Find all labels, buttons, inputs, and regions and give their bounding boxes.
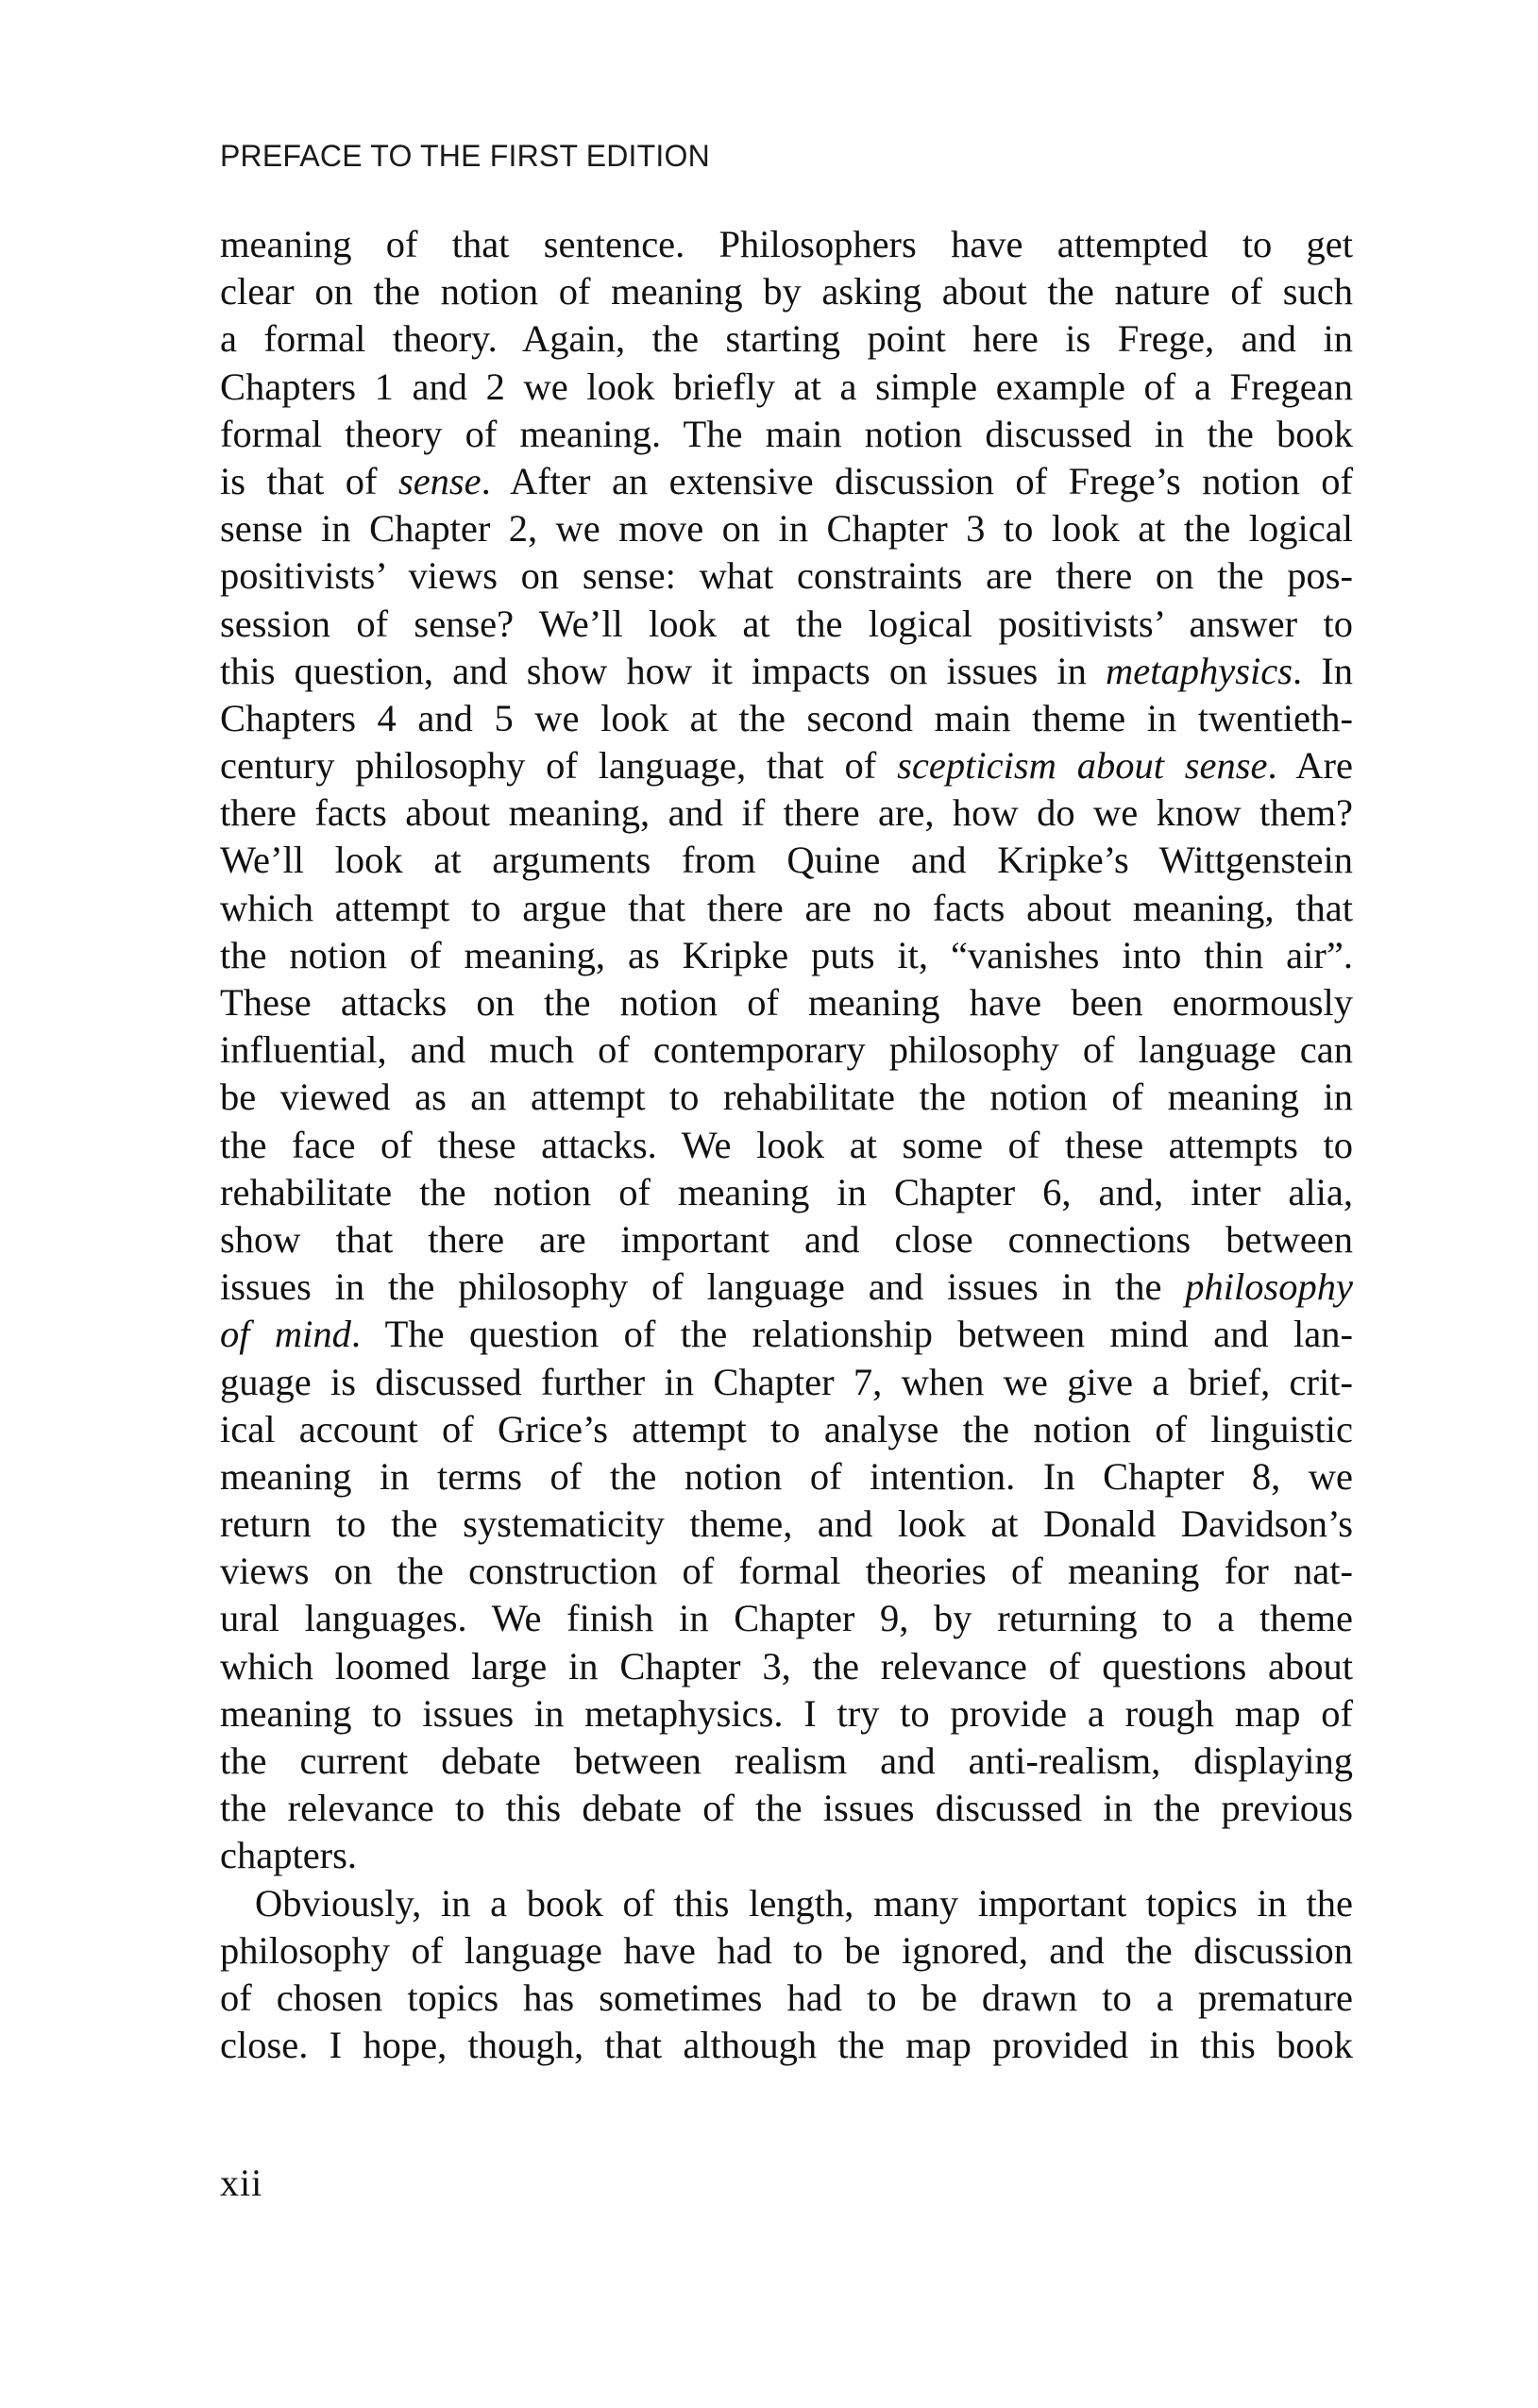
italic-term: of mind <box>220 1313 351 1356</box>
text-line: We’ll look at arguments from Quine and Kripke’s Wittgenstein <box>220 839 1353 882</box>
text-line: guage is discussed further in Chapter 7, when we give a brief, crit- <box>220 1360 1353 1403</box>
text-run: this question, and show how it impacts on issues in <box>220 649 1107 692</box>
paragraph-1 <box>220 221 1353 1880</box>
page-number: xii <box>220 2162 263 2204</box>
italic-term: sense <box>397 459 482 502</box>
running-head: PREFACE TO THE FIRST EDITION <box>220 139 710 173</box>
text-run: . After an extensive discussion of Frege’s notion of <box>481 459 1353 502</box>
text-line: sense in Chapter 2, we move on in Chapter 3 to look at the logical <box>220 507 1353 551</box>
text-line: the notion of meaning, as Kripke puts it, “vanishes into thin air”. <box>220 933 1353 976</box>
text-line: rehabilitate the notion of meaning in Chapter 6, and, inter alia, <box>220 1170 1353 1213</box>
text-line: session of sense? We’ll look at the logical positivists’ answer to <box>220 602 1353 645</box>
text-run: . The question of the relationship between mind and lan- <box>350 1313 1353 1356</box>
text-line: which loomed large in Chapter 3, the relevance of questions about <box>220 1644 1353 1687</box>
text-run: is that of <box>220 459 398 502</box>
text-line: chapters. <box>220 1834 358 1877</box>
text-line: These attacks on the notion of meaning have been enormously <box>220 981 1353 1024</box>
text-line: return to the systematicity theme, and look at Donald Davidson’s <box>220 1502 1353 1546</box>
text-line: show that there are important and close connections between <box>220 1217 1353 1261</box>
text-line: positivists’ views on sense: what constraints are there on the pos- <box>220 554 1353 598</box>
text-run: century philosophy of language, that of <box>220 744 898 788</box>
text-line <box>220 458 1353 505</box>
text-line <box>220 648 1353 695</box>
italic-term: philosophy <box>1185 1265 1353 1309</box>
text-line: there facts about meaning, and if there are, how do we know them? <box>220 791 1353 835</box>
text-line: ural languages. We finish in Chapter 9, by returning to a theme <box>220 1597 1353 1640</box>
text-line: formal theory of meaning. The main notion discussed in the book <box>220 412 1353 455</box>
text-line: influential, and much of contemporary philosophy of language can <box>220 1028 1353 1072</box>
text-line: Chapters 1 and 2 we look briefly at a simple example of a Fregean <box>220 365 1353 408</box>
text-line: Obviously, in a book of this length, many important topics in the <box>255 1881 1353 1925</box>
text-line: ical account of Grice’s attempt to analyse the notion of linguistic <box>220 1407 1353 1450</box>
text-line: clear on the notion of meaning by asking about the nature of such <box>220 270 1353 314</box>
text-line: meaning to issues in metaphysics. I try to provide a rough map of <box>220 1691 1353 1735</box>
text-line: meaning in terms of the notion of intention. In Chapter 8, we <box>220 1454 1353 1498</box>
text-line: be viewed as an attempt to rehabilitate the notion of meaning in <box>220 1076 1353 1119</box>
text-line: a formal theory. Again, the starting point here is Frege, and in <box>220 317 1353 361</box>
text-line: Chapters 4 and 5 we look at the second main theme in twentieth- <box>220 696 1353 739</box>
body-text <box>220 221 1353 2069</box>
text-run: . Are <box>1267 744 1353 788</box>
text-line: of chosen topics has sometimes had to be drawn to a premature <box>220 1976 1353 2019</box>
text-run: . In <box>1293 649 1353 692</box>
text-line: the face of these attacks. We look at some of these attempts to <box>220 1123 1353 1166</box>
text-line: close. I hope, though, that although the map provided in this book <box>220 2024 1353 2067</box>
text-line: which attempt to argue that there are no facts about meaning, that <box>220 886 1353 929</box>
text-line <box>220 1311 1353 1358</box>
text-line: philosophy of language have had to be ignored, and the discussion <box>220 1928 1353 1972</box>
italic-term: scepticism about sense <box>897 744 1268 788</box>
paragraph-2 <box>220 1880 1353 2070</box>
text-line: views on the construction of formal theories of meaning for nat- <box>220 1550 1353 1593</box>
text-line <box>220 1263 1353 1311</box>
text-line <box>220 742 1353 789</box>
text-line: the current debate between realism and anti-realism, displaying <box>220 1739 1353 1782</box>
italic-term: metaphysics <box>1106 649 1293 692</box>
text-line: meaning of that sentence. Philosophers have attempted to get <box>220 223 1353 265</box>
text-line: the relevance to this debate of the issues discussed in the previous <box>220 1787 1353 1830</box>
text-run: issues in the philosophy of language and issues in the <box>220 1265 1186 1309</box>
